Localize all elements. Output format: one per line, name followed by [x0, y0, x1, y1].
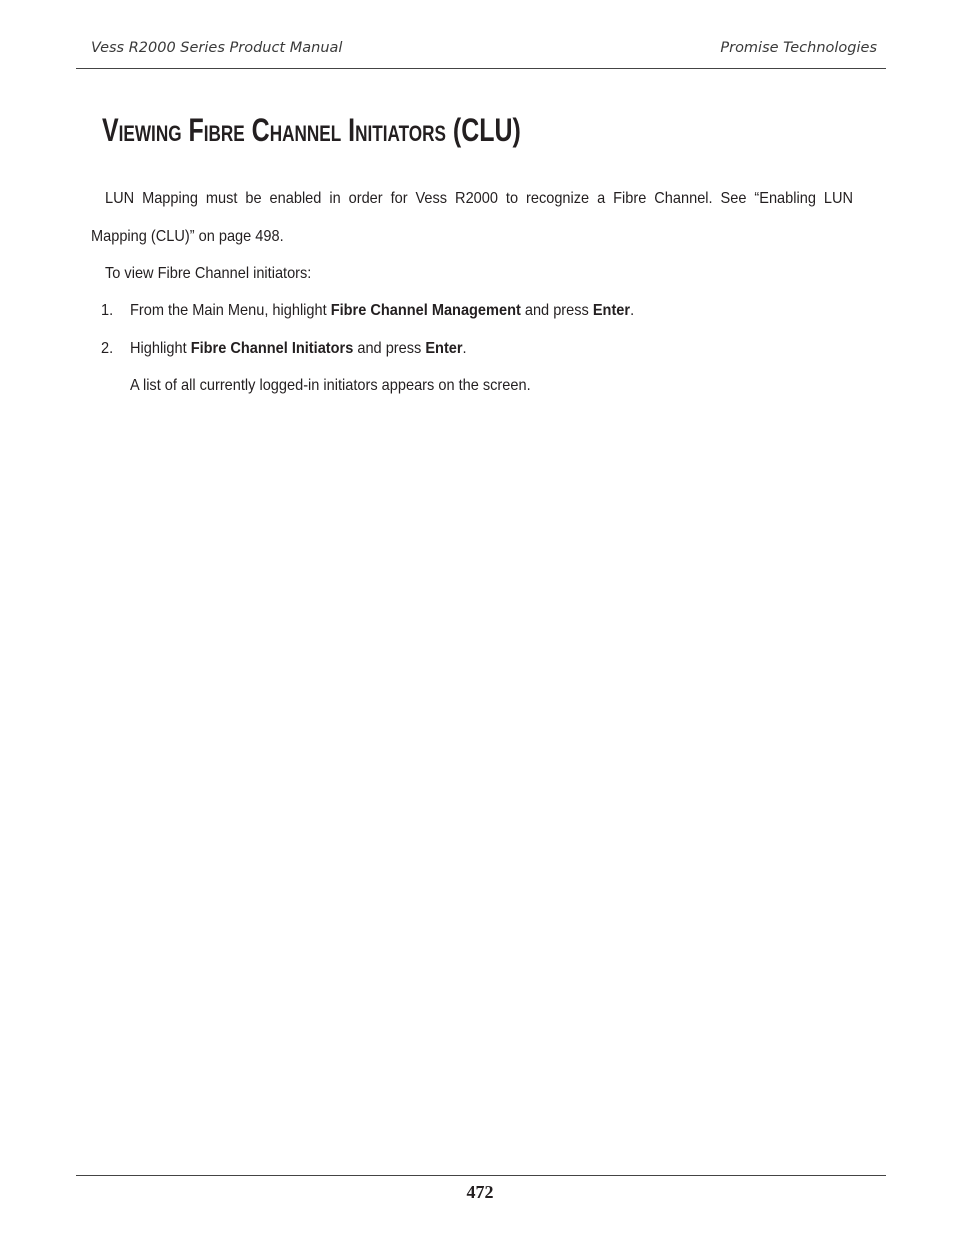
footer-rule: [76, 1175, 886, 1176]
step-2-post: .: [462, 340, 467, 357]
step-1-text: [130, 302, 634, 320]
procedure-lead: To view Fibre Channel initiators:: [105, 265, 312, 282]
step-2-pre: Highlight: [130, 340, 191, 357]
running-header-company: Promise Technologies: [720, 40, 877, 56]
page-number: 472: [466, 1182, 494, 1202]
intro-paragraph-line-2: Mapping (CLU)” on page 498.: [91, 228, 284, 245]
section-title: Viewing Fibre Channel Initiators (CLU): [102, 112, 521, 148]
step-1-menu-item: Fibre Channel Management: [330, 302, 521, 319]
step-1-pre: From the Main Menu, highlight: [130, 302, 331, 319]
running-header-title: Vess R2000 Series Product Manual: [91, 40, 343, 56]
intro-paragraph-line-1: LUN Mapping must be enabled in order for Vess R2000 to recognize a Fibre Channel. See “Enabling LUN: [105, 190, 854, 207]
step-1-key: Enter: [592, 302, 631, 319]
step-1-post: .: [630, 302, 635, 319]
step-1-number: 1.: [101, 302, 114, 319]
header-rule: [76, 68, 886, 69]
step-1-mid: and press: [520, 302, 593, 319]
step-2-mid: and press: [353, 340, 426, 357]
step-2-number: 2.: [101, 340, 114, 357]
step-2-text: [130, 340, 467, 358]
step-2-menu-item: Fibre Channel Initiators: [190, 340, 354, 357]
step-2-key: Enter: [425, 340, 463, 357]
step-result-text: A list of all currently logged-in initiators appears on the screen.: [130, 377, 531, 394]
